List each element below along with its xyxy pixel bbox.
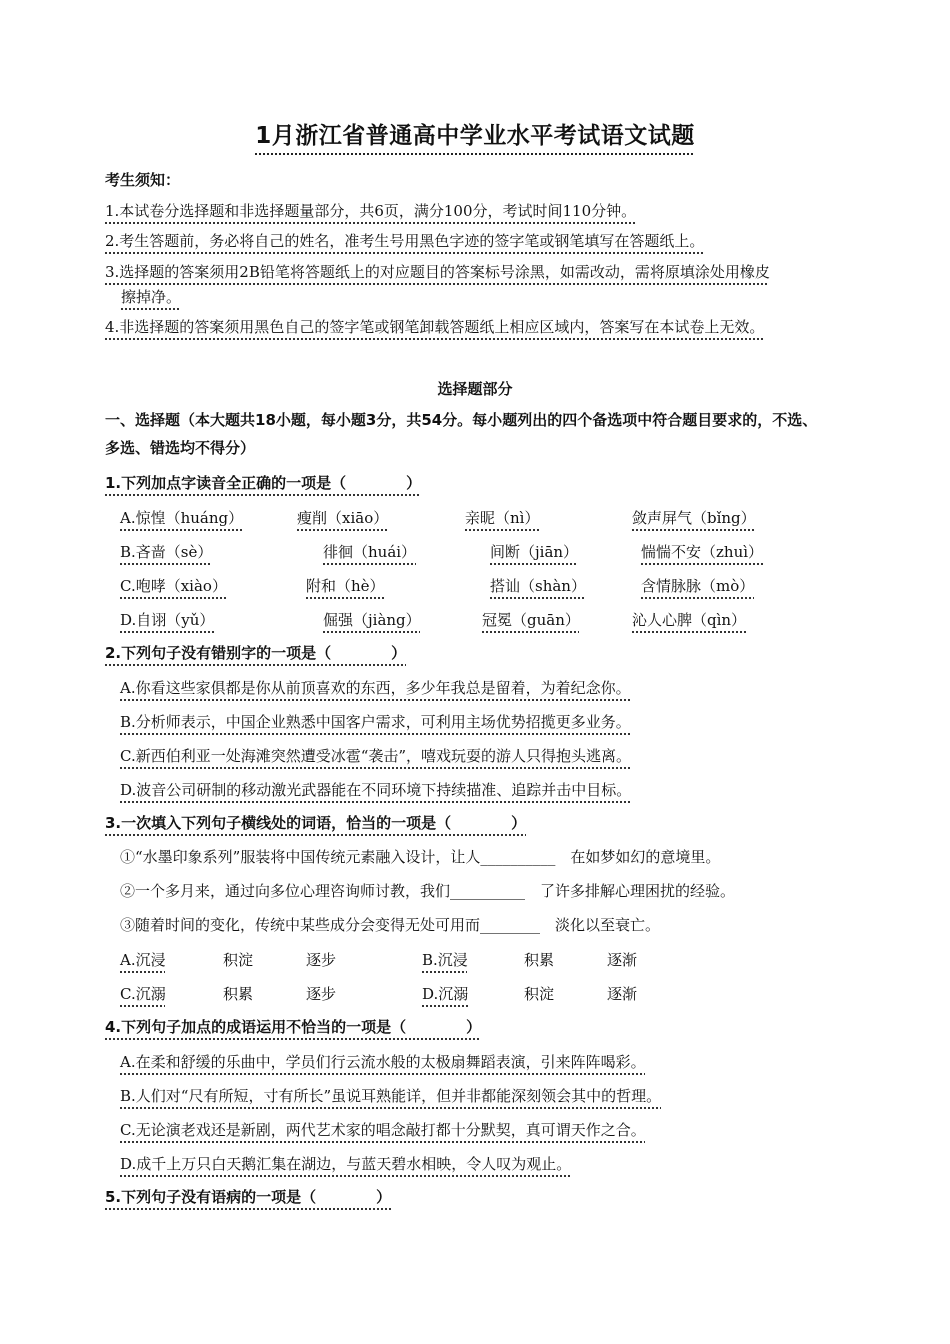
q1-c-1: C.咆哮（xiào） (120, 577, 227, 595)
section-title: 选择题部分 (437, 380, 513, 398)
q3-choice-b-2: 积累 (524, 951, 555, 969)
q2-stem: 2.下列句子没有错别字的一项是（ ） (105, 644, 407, 662)
q2-option-a: A.你看这些家俱都是你从前顶喜欢的东西，多少年我总是留着，为着纪念你。 (120, 679, 631, 697)
q3-choice-b-1: B.沉浸 (422, 951, 468, 969)
q1-a-1: A.惊惶（huáng） (120, 509, 244, 527)
notice-item-4: 4.非选择题的答案须用黑色自己的签字笔或钢笔卸载答题纸上相应区域内，答案写在本试卷上无效。 (105, 318, 765, 336)
part1-instruction-line2: 多选、错选均不得分） (105, 439, 256, 457)
q1-a-3: 亲昵（nì） (465, 509, 540, 527)
q3-choice-d-3: 逐渐 (607, 985, 638, 1003)
q1-b-4: 惴惴不安（zhuì） (641, 543, 764, 561)
q3-choice-c-3: 逐步 (306, 985, 337, 1003)
q1-a-2: 瘦削（xiāo） (297, 509, 389, 527)
q4-stem: 4.下列句子加点的成语运用不恰当的一项是（ ） (105, 1018, 482, 1036)
q4-option-c: C.无论演老戏还是新剧，两代艺术家的唱念敲打都十分默契，真可谓天作之合。 (120, 1121, 646, 1139)
q3-sentence-3: ③随着时间的变化，传统中某些成分会变得无处可用而________ 淡化以至衰亡。 (120, 916, 661, 934)
page-title: 1月浙江省普通高中学业水平考试语文试题 (255, 123, 695, 149)
q1-d-2: 倔强（jiàng） (323, 611, 421, 629)
q5-stem: 5.下列句子没有语病的一项是（ ） (105, 1188, 392, 1206)
part1-instruction-line1: 一、选择题（本大题共18小题，每小题3分，共54分。每小题列出的四个备选项中符合题目要求的，不选、 (105, 411, 818, 429)
notice-item-1: 1.本试卷分选择题和非选择题量部分，共6页，满分100分，考试时间110分钟。 (105, 202, 637, 220)
q2-option-c: C.新西伯利亚一处海滩突然遭受冰雹“袭击”，嘻戏玩耍的游人只得抱头逃离。 (120, 747, 632, 765)
notice-item-3: 3.选择题的答案须用2B铅笔将答题纸上的对应题目的答案标号涂黑，如需改动，需将原填涂处用橡皮 (105, 263, 770, 281)
q2-option-b: B.分析师表示，中国企业熟悉中国客户需求，可利用主场优势招揽更多业务。 (120, 713, 631, 731)
q3-choice-d-2: 积淀 (524, 985, 555, 1003)
q1-c-2: 附和（hè） (306, 577, 385, 595)
notice-item-3-cont: 擦掉净。 (121, 288, 182, 306)
q4-option-d: D.成千上万只白天鹅汇集在湖边，与蓝天碧水相映，令人叹为观止。 (120, 1155, 572, 1173)
q1-stem: 1.下列加点字读音全正确的一项是（ ） (105, 474, 422, 492)
q4-option-b: B.人们对“尺有所短，寸有所长”虽说耳熟能详，但并非都能深刻领会其中的哲理。 (120, 1087, 662, 1105)
q1-b-1: B.吝啬（sè） (120, 543, 213, 561)
q2-option-d: D.波音公司研制的移动激光武器能在不同环境下持续描准、追踪并击中目标。 (120, 781, 632, 799)
q1-a-4: 敛声屏气（bǐng） (632, 509, 756, 527)
q1-c-3: 搭讪（shàn） (490, 577, 586, 595)
q3-choice-d-1: D.沉溺 (422, 985, 469, 1003)
q1-d-4: 沁人心脾（qìn） (632, 611, 747, 629)
q4-option-a: A.在柔和舒缓的乐曲中，学员们行云流水般的太极扇舞蹈表演，引来阵阵喝彩。 (120, 1053, 646, 1071)
q3-choice-b-3: 逐渐 (607, 951, 638, 969)
q1-c-4: 含情脉脉（mò） (641, 577, 755, 595)
q3-sentence-1: ①“水墨印象系列”服装将中国传统元素融入设计，让人__________ 在如梦如幻的意境里。 (120, 848, 721, 866)
q1-d-3: 冠冕（guān） (482, 611, 580, 629)
q3-choice-c-2: 积累 (223, 985, 254, 1003)
notice-heading: 考生须知： (105, 171, 181, 189)
q3-choice-a-2: 积淀 (223, 951, 254, 969)
q3-choice-a-3: 逐步 (306, 951, 337, 969)
notice-item-2: 2.考生答题前，务必将自己的姓名，准考生号用黑色字迹的签字笔或钢笔填写在答题纸上。 (105, 232, 705, 250)
q1-b-3: 间断（jiān） (490, 543, 579, 561)
q1-b-2: 徘徊（huái） (323, 543, 417, 561)
q3-choice-c-1: C.沉溺 (120, 985, 166, 1003)
q1-d-1: D.自诩（yǔ） (120, 611, 215, 629)
q3-sentence-2: ②一个多月来，通过向多位心理咨询师讨教，我们__________ 了许多排解心理困扰的经验。 (120, 882, 736, 900)
q3-stem: 3.一次填入下列句子横线处的词语，恰当的一项是（ ） (105, 814, 527, 832)
q3-choice-a-1: A.沉浸 (120, 951, 166, 969)
